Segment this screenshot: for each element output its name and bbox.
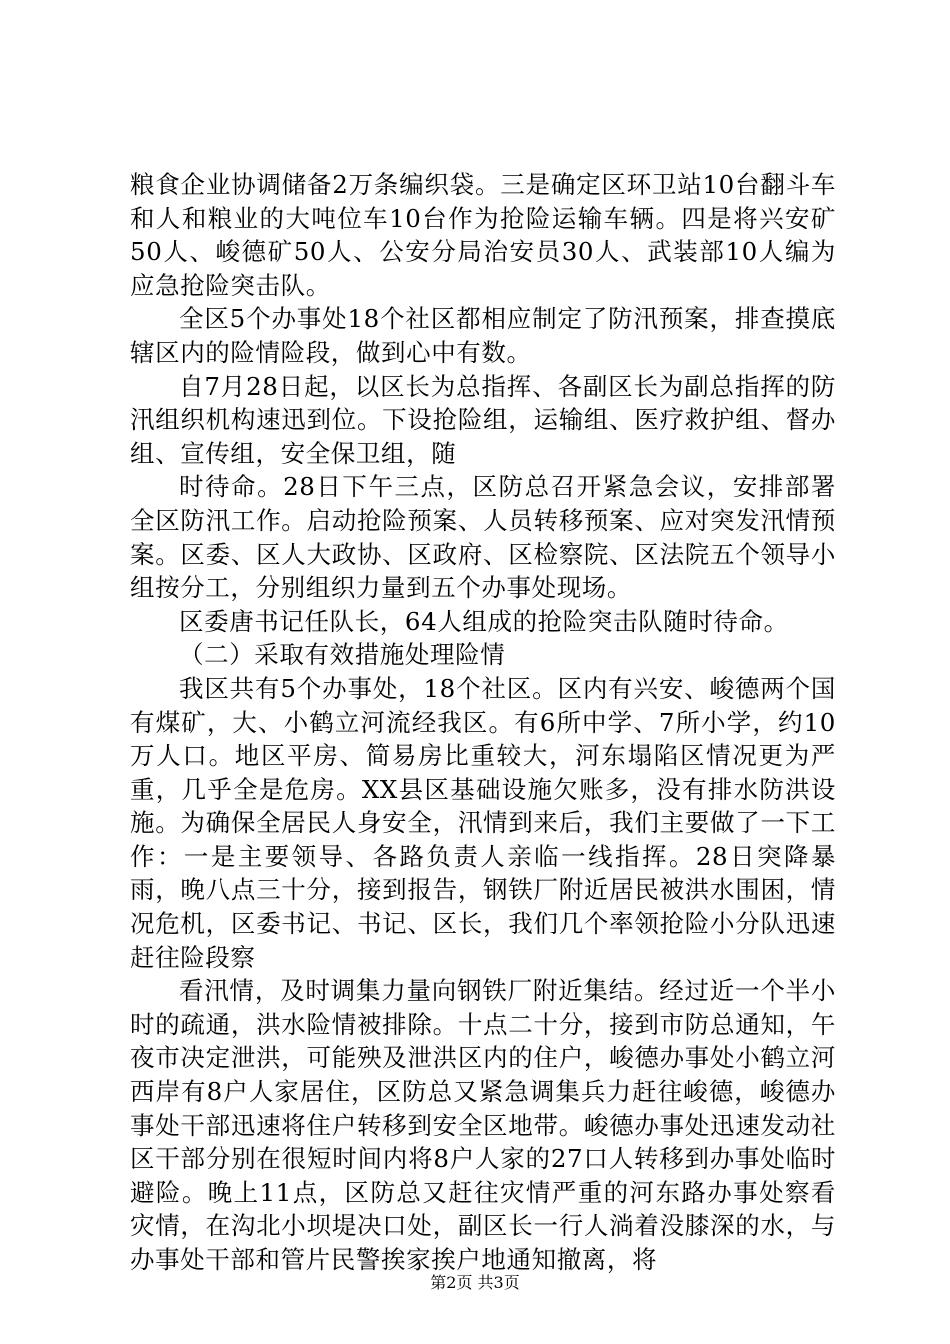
paragraph-continuation: 粮食企业协调储备2万条编织袋。三是确定区环卫站10台翻斗车和人和粮业的大吨位车10台作为抢险运输车辆。四是将兴安矿50人、峻德矿50人、公安分局治安员30人、武装部10人编为应急抢险突击队。 [130, 170, 836, 300]
page-number: 第2页 共3页 [430, 1273, 520, 1292]
paragraph: 我区共有5个办事处，18个社区。区内有兴安、峻德两个国有煤矿，大、小鹤立河流经我区。有6所中学、7所小学，约10万人口。地区平房、简易房比重较大，河东塌陷区情况更为严重，几乎全是危房。XX县区基础设施欠账多，没有排水防洪设施。为确保全居民人身安全，汛情到来后，我们主要做了一下工作：一是主要领导、各路负责人亲临一线指挥。28日突降暴雨，晚八点三十分，接到报告，钢铁厂附近居民被洪水围困，情况危机，区委书记、书记、区长，我们几个率领抢险小分队迅速赶往险段察 [130, 673, 836, 972]
document-body [130, 168, 836, 1277]
paragraph: 时待命。28日下午三点，区防总召开紧急会议，安排部署全区防汛工作。启动抢险预案、人员转移预案、应对突发汛情预案。区委、区人大政协、区政府、区检察院、区法院五个领导小组按分工，分别组织力量到五个办事处现场。 [130, 472, 836, 603]
paragraph: 自7月28日起，以区长为总指挥、各副区长为副总指挥的防汛组织机构速迅到位。下设抢险组，运输组、医疗救护组、督办组、宣传组，安全保卫组，随 [130, 371, 836, 468]
paragraph: 全区5个办事处18个社区都相应制定了防汛预案，排查摸底辖区内的险情险段，做到心中有数。 [130, 304, 836, 367]
section-heading: （二）采取有效措施处理险情 [179, 640, 506, 670]
page-footer [0, 1270, 950, 1293]
paragraph: 区委唐书记任队长，64人组成的抢险突击队随时待命。 [179, 606, 789, 636]
paragraph: 看汛情，及时调集力量向钢铁厂附近集结。经过近一个半小时的疏通，洪水险情被排除。十点二十分，接到市防总通知，午夜市决定泄洪，可能殃及泄洪区内的住户，峻德办事处小鹤立河西岸有8户人家居住，区防总又紧急调集兵力赶往峻德，峻德办事处干部迅速将住户转移到安全区地带。峻德办事处迅速发动社区干部分别在很短时间内将8户人家的27口人转移到办事处临时避险。晚上11点，区防总又赶往灾情严重的河东路办事处察看灾情，在沟北小坝堤决口处，副区长一行人淌着没膝深的水，与办事处干部和管片民警挨家挨户地通知撤离，将 [130, 976, 836, 1274]
